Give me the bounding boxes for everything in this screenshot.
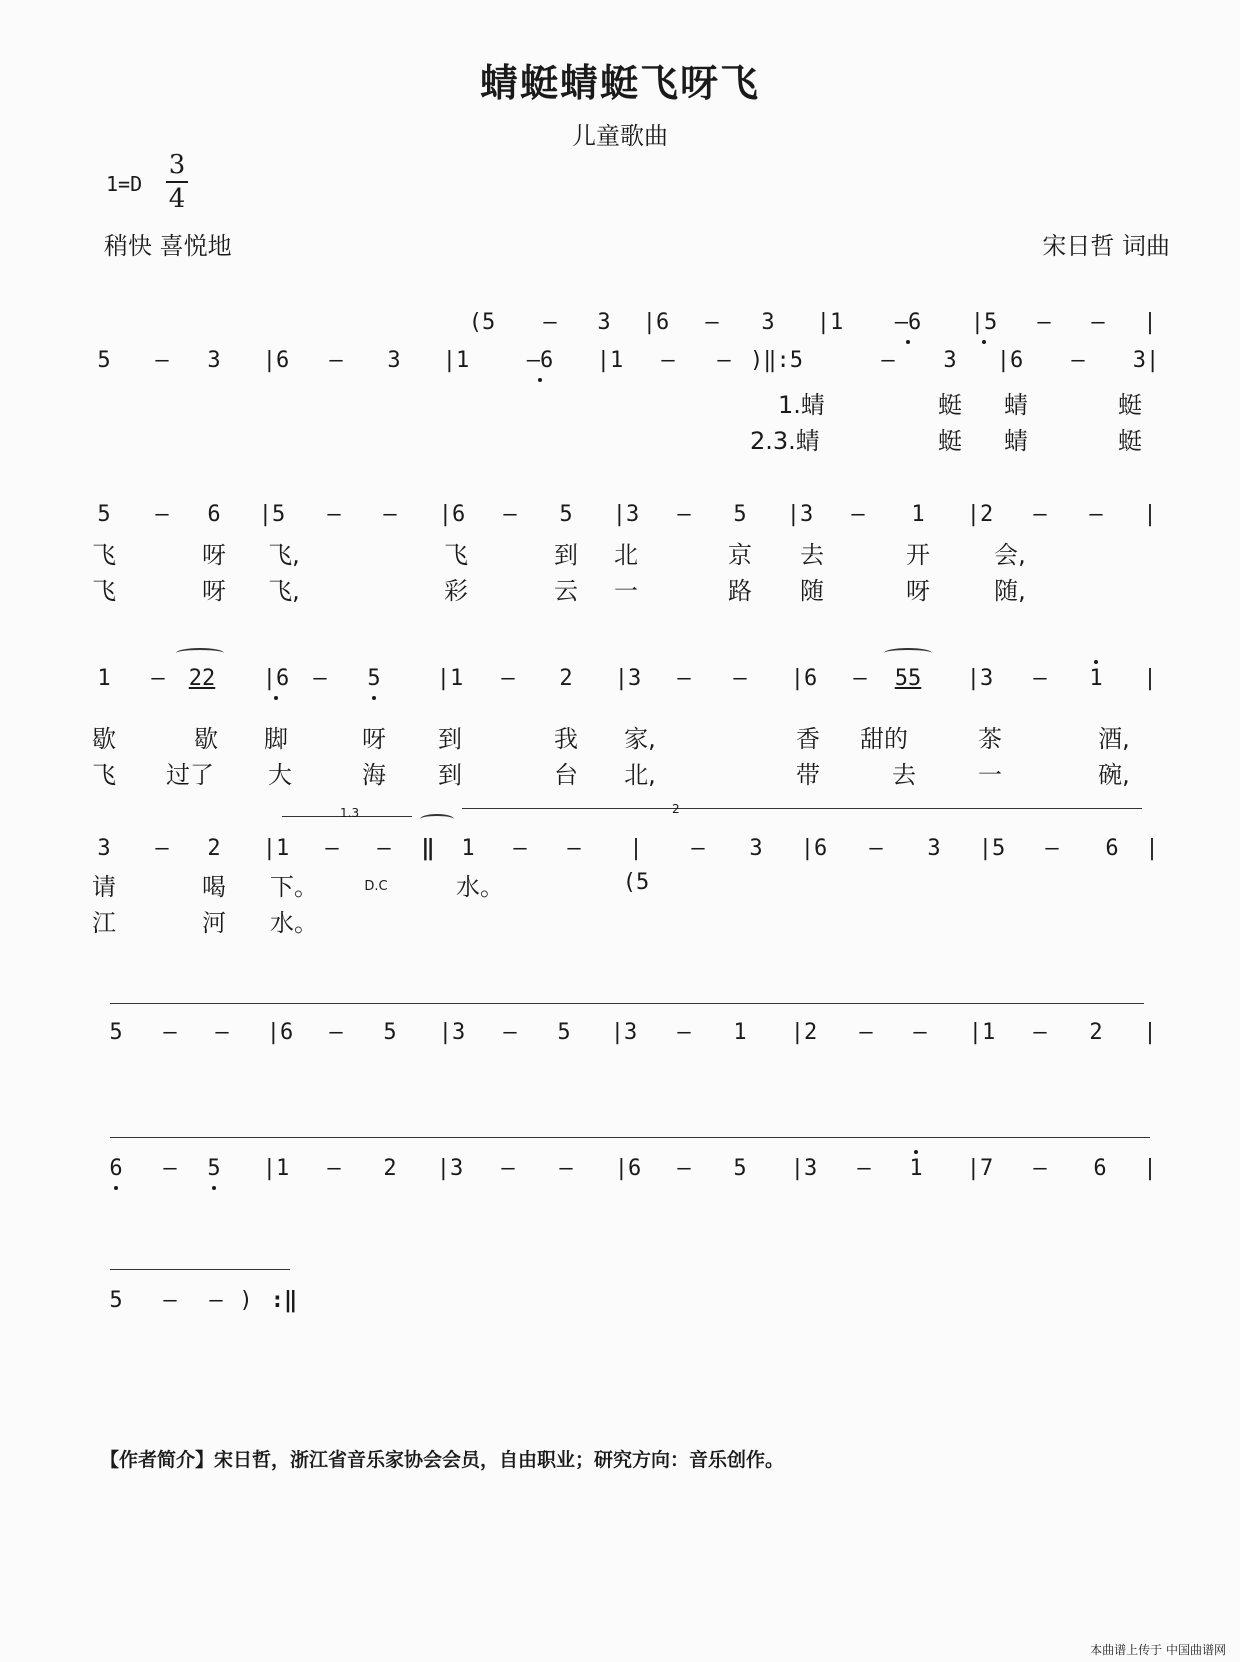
note: — bbox=[1033, 502, 1047, 527]
lyric: 歇 bbox=[194, 725, 218, 753]
note: — bbox=[559, 1156, 573, 1181]
note: |7 bbox=[966, 1156, 994, 1181]
score-row bbox=[0, 306, 1240, 340]
note: 3 bbox=[749, 836, 763, 861]
note: — bbox=[677, 502, 691, 527]
note: — bbox=[209, 1288, 223, 1313]
note: — bbox=[1037, 310, 1051, 335]
note: |6 bbox=[266, 1020, 294, 1045]
note: —6 bbox=[525, 344, 555, 378]
lyrics-row bbox=[0, 388, 1240, 422]
note: |(5 bbox=[622, 836, 650, 895]
fermata-arc bbox=[420, 814, 454, 824]
note: — bbox=[1045, 836, 1059, 861]
score-row bbox=[0, 498, 1240, 532]
note: 3 bbox=[761, 310, 775, 335]
score-row bbox=[0, 1152, 1240, 1186]
note: 2 bbox=[207, 836, 221, 861]
note: 5 bbox=[109, 1020, 123, 1045]
lyric: 水。 bbox=[270, 909, 318, 937]
note: | bbox=[1145, 836, 1159, 861]
song-title: 蜻蜓蜻蜓飞呀飞 bbox=[479, 60, 760, 105]
lyric: 请 bbox=[92, 873, 116, 901]
volta-1-label: 1.3 bbox=[340, 806, 360, 820]
note: |1 bbox=[262, 836, 290, 861]
lyric: 甜的 bbox=[860, 725, 908, 753]
lyric: 去 bbox=[800, 541, 824, 569]
note: — bbox=[869, 836, 883, 861]
note: — bbox=[853, 666, 867, 691]
note: |6 bbox=[262, 348, 290, 373]
note: 1 bbox=[461, 836, 475, 861]
key-signature: 1=D bbox=[106, 172, 143, 196]
note: |3 bbox=[612, 502, 640, 527]
note: — bbox=[1033, 1020, 1047, 1045]
lyric: 蜓 bbox=[938, 427, 962, 455]
note: |1 bbox=[816, 310, 844, 335]
note: — bbox=[163, 1156, 177, 1181]
time-signature bbox=[166, 150, 188, 214]
lyric: 酒, bbox=[1098, 725, 1130, 753]
note: | bbox=[1143, 1156, 1157, 1181]
note: — bbox=[503, 502, 517, 527]
volta-bracket-line bbox=[110, 1269, 290, 1270]
lyric: 去 bbox=[892, 761, 916, 789]
note: — bbox=[691, 836, 705, 861]
note: |2 bbox=[790, 1020, 818, 1045]
lyric: 北 bbox=[614, 541, 638, 569]
lyric: 碗, bbox=[1098, 761, 1130, 789]
note: | bbox=[1143, 310, 1157, 335]
note: — bbox=[163, 1020, 177, 1045]
note: 5 bbox=[97, 502, 111, 527]
note: — bbox=[851, 502, 865, 527]
note: |5 bbox=[258, 502, 286, 527]
note: — bbox=[857, 1156, 871, 1181]
note: — bbox=[1091, 310, 1105, 335]
note: 6 bbox=[1093, 1156, 1107, 1181]
tie-arc bbox=[884, 648, 932, 658]
song-subtitle: 儿童歌曲 bbox=[572, 122, 668, 150]
lyric: 飞 bbox=[92, 541, 116, 569]
lyric: 茶 bbox=[978, 725, 1002, 753]
note: )‖:5 bbox=[750, 348, 803, 373]
lyric: 开 bbox=[906, 541, 930, 569]
volta-2-label: 2 bbox=[672, 802, 680, 816]
note: — bbox=[155, 502, 169, 527]
note: |6 bbox=[790, 666, 818, 691]
lyrics-row bbox=[0, 574, 1240, 608]
note: 3 bbox=[387, 348, 401, 373]
lyric: 飞 bbox=[92, 577, 116, 605]
lyric: 飞 bbox=[92, 761, 116, 789]
note: — bbox=[661, 348, 675, 373]
lyrics-row bbox=[0, 424, 1240, 458]
lyric: 过了 bbox=[166, 761, 214, 789]
lyric: 喝 bbox=[202, 873, 226, 901]
lyric: 呀 bbox=[906, 577, 930, 605]
note: 3 bbox=[207, 348, 221, 373]
note: 22 bbox=[188, 666, 216, 691]
lyric: 到 bbox=[438, 761, 462, 789]
lyric: 飞, bbox=[268, 541, 300, 569]
note: — bbox=[513, 836, 527, 861]
note: |5 bbox=[978, 836, 1006, 861]
note: — bbox=[155, 348, 169, 373]
tie-arc bbox=[176, 648, 224, 658]
lyric: 呀 bbox=[362, 725, 386, 753]
lyric: 蜓 bbox=[1118, 391, 1142, 419]
note: — bbox=[313, 666, 327, 691]
note: 1 bbox=[97, 666, 111, 691]
note: |1 bbox=[442, 348, 470, 373]
note: |3 bbox=[438, 1020, 466, 1045]
lyric: 蜻 bbox=[1004, 391, 1028, 419]
note: | bbox=[1143, 1020, 1157, 1045]
lyric: 大 bbox=[268, 761, 292, 789]
note: | bbox=[1143, 502, 1157, 527]
note: —6 bbox=[893, 306, 923, 340]
note: 5 bbox=[199, 1152, 229, 1186]
note: 3 bbox=[597, 310, 611, 335]
note: |6 bbox=[438, 502, 466, 527]
note: — bbox=[501, 1156, 515, 1181]
note: — bbox=[677, 1020, 691, 1045]
volta-bracket-line bbox=[110, 1137, 1150, 1138]
meter-top: 3 bbox=[168, 150, 186, 180]
lyric: 1.蜻 bbox=[778, 391, 825, 419]
dc-marking: D.C bbox=[364, 879, 388, 894]
lyric: 蜓 bbox=[1118, 427, 1142, 455]
note: |3 bbox=[790, 1156, 818, 1181]
lyrics-row bbox=[0, 758, 1240, 792]
score-row bbox=[0, 1016, 1240, 1050]
note: — bbox=[329, 1020, 343, 1045]
lyric: 蜻 bbox=[1004, 427, 1028, 455]
note: |6 bbox=[642, 310, 670, 335]
note: 2 bbox=[1089, 1020, 1103, 1045]
note: |3 bbox=[966, 666, 994, 691]
lyric: 一 bbox=[978, 761, 1002, 789]
lyric: 到 bbox=[438, 725, 462, 753]
note: |1 bbox=[596, 348, 624, 373]
lyric: 京 bbox=[728, 541, 752, 569]
lyric: 海 bbox=[362, 761, 386, 789]
lyric: 脚 bbox=[264, 725, 288, 753]
lyric: 河 bbox=[202, 909, 226, 937]
meter-bottom: 4 bbox=[168, 184, 186, 214]
note: 3| bbox=[1132, 348, 1160, 373]
note: 5 bbox=[97, 348, 111, 373]
note: |6 bbox=[996, 348, 1024, 373]
note: |5 bbox=[969, 306, 999, 340]
lyric: 路 bbox=[728, 577, 752, 605]
note: — bbox=[859, 1020, 873, 1045]
lyrics-row bbox=[0, 906, 1240, 940]
lyric: 香 bbox=[796, 725, 820, 753]
note: — bbox=[717, 348, 731, 373]
note: 2 bbox=[383, 1156, 397, 1181]
lyric: 呀 bbox=[202, 541, 226, 569]
lyric: 水。 bbox=[456, 873, 504, 901]
note: — bbox=[325, 836, 339, 861]
note: 5 bbox=[359, 662, 389, 696]
lyrics-row bbox=[0, 538, 1240, 572]
note: |3 bbox=[786, 502, 814, 527]
note: ‖ bbox=[421, 836, 435, 861]
note: 5 bbox=[557, 1020, 571, 1045]
lyric: 我 bbox=[554, 725, 578, 753]
note: 5 bbox=[559, 502, 573, 527]
note: — bbox=[377, 836, 391, 861]
tempo-marking: 稍快 喜悦地 bbox=[104, 232, 232, 260]
note: — bbox=[567, 836, 581, 861]
upload-note: 本曲谱上传于 中国曲谱网 bbox=[1090, 1643, 1226, 1657]
note: — bbox=[327, 1156, 341, 1181]
note: — bbox=[503, 1020, 517, 1045]
score-row bbox=[0, 1284, 1240, 1318]
note: — bbox=[1089, 502, 1103, 527]
lyric: 2.3.蜻 bbox=[750, 427, 820, 455]
note: 2 bbox=[559, 666, 573, 691]
note: — bbox=[1071, 348, 1085, 373]
note: 6 bbox=[1105, 836, 1119, 861]
note: |6 bbox=[261, 662, 291, 696]
repeat-end: :‖ bbox=[270, 1288, 298, 1313]
note: 5 bbox=[383, 1020, 397, 1045]
lyric: 家, bbox=[624, 725, 656, 753]
note: |6 bbox=[800, 836, 828, 861]
note: 5 bbox=[733, 502, 747, 527]
note: |1 bbox=[262, 1156, 290, 1181]
note: — bbox=[1033, 666, 1047, 691]
note: 55 bbox=[894, 666, 922, 691]
note: — bbox=[733, 666, 747, 691]
note: 3 bbox=[943, 348, 957, 373]
note: 6 bbox=[101, 1152, 131, 1186]
lyric: 江 bbox=[92, 909, 116, 937]
note: |6 bbox=[614, 1156, 642, 1181]
note: 1 bbox=[901, 1152, 931, 1186]
note: 3 bbox=[927, 836, 941, 861]
note: — bbox=[383, 502, 397, 527]
note: 3 bbox=[97, 836, 111, 861]
lyric: 北, bbox=[624, 761, 656, 789]
note: |1 bbox=[968, 1020, 996, 1045]
note: 1 bbox=[1081, 662, 1111, 696]
lyric: 台 bbox=[554, 761, 578, 789]
note: |2 bbox=[966, 502, 994, 527]
volta-bracket-line bbox=[110, 1003, 1144, 1004]
note: 5 bbox=[109, 1288, 123, 1313]
lyric: 蜓 bbox=[938, 391, 962, 419]
score-row bbox=[0, 662, 1240, 696]
note: — bbox=[1033, 1156, 1047, 1181]
note: | bbox=[1143, 666, 1157, 691]
lyric: 下。 bbox=[270, 873, 318, 901]
lyric: 到 bbox=[554, 541, 578, 569]
lyric: 呀 bbox=[202, 577, 226, 605]
note: |3 bbox=[614, 666, 642, 691]
note: — bbox=[151, 666, 165, 691]
note: 1 bbox=[911, 502, 925, 527]
note: — bbox=[881, 348, 895, 373]
note: ) bbox=[239, 1288, 253, 1313]
note: 6 bbox=[207, 502, 221, 527]
note: |3 bbox=[610, 1020, 638, 1045]
lyric: 歇 bbox=[92, 725, 116, 753]
note: — bbox=[677, 666, 691, 691]
note: (5 bbox=[468, 310, 496, 335]
lyric: 飞, bbox=[268, 577, 300, 605]
lyric: 一 bbox=[614, 577, 638, 605]
lyric: 随, bbox=[994, 577, 1026, 605]
lyric: 彩 bbox=[444, 577, 468, 605]
lyric: 会, bbox=[994, 541, 1026, 569]
volta-2-bracket bbox=[462, 808, 1142, 809]
note: 5 bbox=[733, 1156, 747, 1181]
note: — bbox=[329, 348, 343, 373]
note: — bbox=[215, 1020, 229, 1045]
note: — bbox=[163, 1288, 177, 1313]
note: — bbox=[677, 1156, 691, 1181]
note: — bbox=[543, 310, 557, 335]
lyric: 云 bbox=[554, 577, 578, 605]
composer-credit: 宋日哲 词曲 bbox=[1042, 232, 1170, 260]
note: — bbox=[327, 502, 341, 527]
lyric: 随 bbox=[800, 577, 824, 605]
note: |3 bbox=[436, 1156, 464, 1181]
lyric: 飞 bbox=[444, 541, 468, 569]
note: — bbox=[501, 666, 515, 691]
lyric: 带 bbox=[796, 761, 820, 789]
author-bio: 【作者简介】宋日哲，浙江省音乐家协会会员，自由职业；研究方向：音乐创作。 bbox=[100, 1449, 785, 1471]
note: 1 bbox=[733, 1020, 747, 1045]
lyrics-row bbox=[0, 870, 1240, 904]
note: — bbox=[913, 1020, 927, 1045]
note: — bbox=[705, 310, 719, 335]
lyrics-row bbox=[0, 722, 1240, 756]
note: — bbox=[155, 836, 169, 861]
note: |1 bbox=[436, 666, 464, 691]
score-row bbox=[0, 344, 1240, 378]
